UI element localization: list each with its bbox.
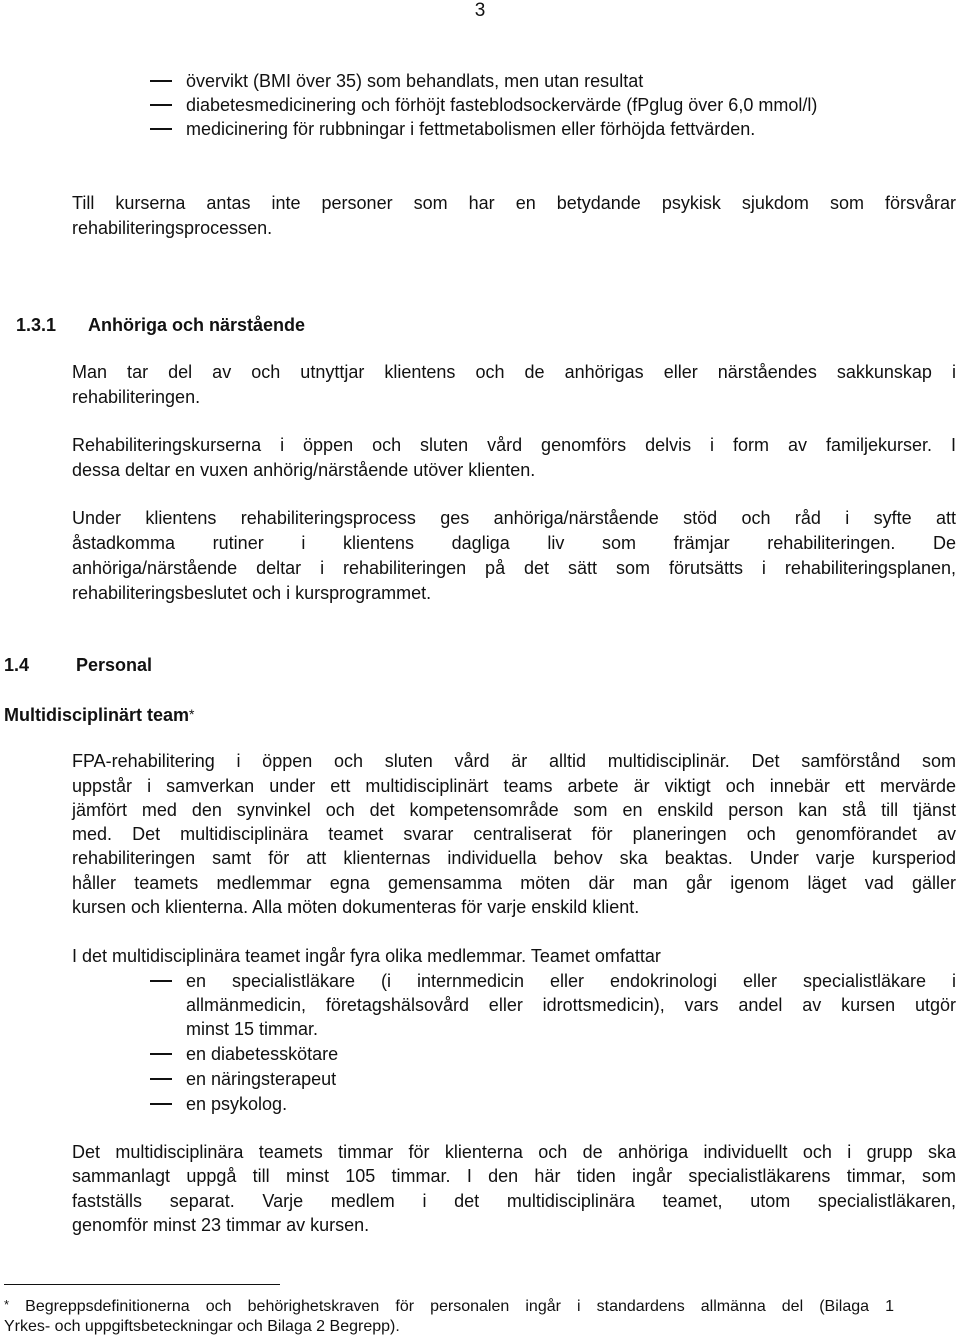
footnote-marker: * bbox=[189, 706, 195, 722]
list-item: diabetesmedicinering och förhöjt fasteblodsockervärde (fPglug över 6,0 mmol/l) bbox=[186, 95, 818, 115]
dash-bullet bbox=[150, 80, 172, 82]
paragraph-line: rehabiliteringsprocessen. bbox=[72, 218, 273, 238]
paragraph-line: uppstår i samverkan under ett multidisciplinärt teams arbete är viktigt och innebär ett mervärde bbox=[72, 776, 956, 796]
paragraph-line: sammanlagt uppgå till minst 105 timmar. I den här tiden ingår specialistläkarens timmar, som bbox=[72, 1166, 956, 1186]
list-item: allmänmedicin, företagshälsovård eller idrottsmedicin), vars andel av kursen utgör bbox=[186, 995, 956, 1015]
list-item: en näringsterapeut bbox=[186, 1069, 337, 1089]
paragraph-line: Det multidisciplinära teamets timmar för klienterna och de anhöriga individuellt och i grupp ska bbox=[72, 1142, 956, 1162]
footnote-line bbox=[4, 1294, 894, 1318]
paragraph-line: kursen och klienterna. Alla möten dokumenteras för varje enskild klient. bbox=[72, 897, 640, 917]
section-title: Anhöriga och närstående bbox=[88, 315, 306, 335]
paragraph-line: genomför minst 23 timmar av kursen. bbox=[72, 1215, 370, 1235]
footnote-line: Yrkes- och uppgiftsbeteckningar och Bilaga 2 Begrepp). bbox=[4, 1318, 400, 1335]
dash-bullet bbox=[150, 104, 172, 106]
footnote-rule bbox=[4, 1284, 280, 1285]
paragraph-line: Under klientens rehabiliteringsprocess ges anhöriga/närstående stöd och råd i syfte att bbox=[72, 508, 956, 528]
paragraph-line: dessa deltar en vuxen anhörig/närstående utöver klienten. bbox=[72, 460, 536, 480]
paragraph-line: Man tar del av och utnyttjar klientens och de anhörigas eller närståendes sakkunskap i bbox=[72, 362, 956, 382]
dash-bullet bbox=[150, 1078, 172, 1080]
section-number: 1.3.1 bbox=[16, 315, 57, 335]
list-item: övervikt (BMI över 35) som behandlats, men utan resultat bbox=[186, 71, 644, 91]
list-item: minst 15 timmar. bbox=[186, 1019, 319, 1039]
paragraph-line: rehabiliteringen samt för att klienternas individuella behov ska beaktas. Under varje kursperiod bbox=[72, 848, 956, 868]
subheading-text: Multidisciplinärt team bbox=[4, 705, 190, 725]
paragraph-line: I det multidisciplinära teamet ingår fyra olika medlemmar. Teamet omfattar bbox=[72, 946, 661, 966]
paragraph-line: fastställs separat. Varje medlem i det multidisciplinära teamet, utom specialistläkaren, bbox=[72, 1191, 956, 1211]
page-number: 3 bbox=[474, 0, 486, 21]
footnote-marker: * bbox=[4, 1297, 10, 1312]
section-number: 1.4 bbox=[4, 655, 30, 675]
subheading bbox=[4, 702, 194, 727]
paragraph-line: med. Det multidisciplinära teamet svarar centraliserat för planeringen och genomförandet av bbox=[72, 824, 956, 844]
dash-bullet bbox=[150, 1103, 172, 1105]
list-item: en psykolog. bbox=[186, 1094, 288, 1114]
list-item: en specialistläkare (i internmedicin eller endokrinologi eller specialistläkare i bbox=[186, 971, 956, 991]
paragraph-line: håller teamets medlemmar egna gemensamma möten där man går igenom läget vad gäller bbox=[72, 873, 956, 893]
list-item: medicinering för rubbningar i fettmetabolismen eller förhöjda fettvärden. bbox=[186, 119, 756, 139]
section-title: Personal bbox=[76, 655, 153, 675]
footnote-text: Begreppsdefinitionerna och behörighetskraven för personalen ingår i standardens allmänna del (Bilaga 1 bbox=[25, 1298, 894, 1315]
paragraph-line: rehabiliteringen. bbox=[72, 387, 201, 407]
paragraph-line: FPA-rehabilitering i öppen och sluten vård är alltid multidisciplinär. Det samförstånd som bbox=[72, 751, 956, 771]
list-item: en diabetesskötare bbox=[186, 1044, 339, 1064]
dash-bullet bbox=[150, 980, 172, 982]
paragraph-line: Till kurserna antas inte personer som har en betydande psykisk sjukdom som försvårar bbox=[72, 193, 956, 213]
paragraph-line: jämfört med den synvinkel och det kompetensområde som en enskild person kan stå till tjänst bbox=[72, 800, 956, 820]
paragraph-line: åstadkomma rutiner i klientens dagliga liv som främjar rehabiliteringen. De bbox=[72, 533, 956, 553]
paragraph-line: rehabiliteringsbeslutet och i kursprogrammet. bbox=[72, 583, 432, 603]
dash-bullet bbox=[150, 1053, 172, 1055]
paragraph-line: anhöriga/närstående deltar i rehabiliteringen på det sätt som förutsätts i rehabiliteringsplanen, bbox=[72, 558, 956, 578]
paragraph-line: Rehabiliteringskurserna i öppen och sluten vård genomförs delvis i form av familjekurser. I bbox=[72, 435, 956, 455]
dash-bullet bbox=[150, 128, 172, 130]
